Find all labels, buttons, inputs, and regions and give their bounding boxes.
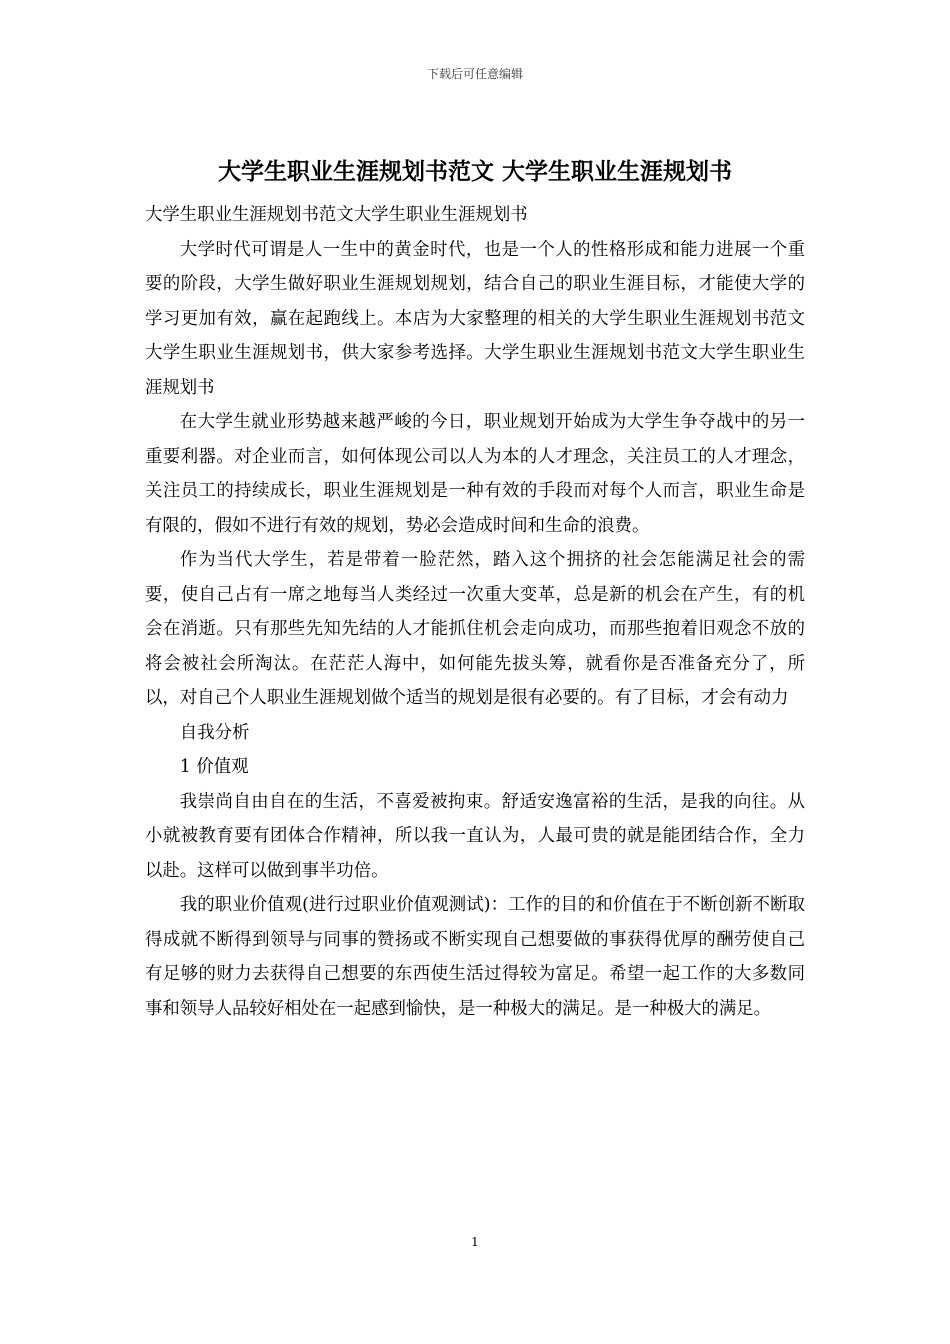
document-title: 大学生职业生涯规划书范文 大学生职业生涯规划书 <box>217 158 732 185</box>
page-number: 1 <box>471 1235 479 1249</box>
document-body <box>145 198 805 1026</box>
document-subtitle: 大学生职业生涯规划书范文大学生职业生涯规划书 <box>145 205 528 225</box>
paragraph-career-values: 我的职业价值观(进行过职业价值观测试)：工作的目的和价值在于不断创新不断取得成就不断得到领导与同事的赞扬或不断实现自己想要做的事获得优厚的酬劳使自己有足够的财力去获得自己想要的东西使生活过得较为富足。希望一起工作的大多数同事和领导人品较好相处在一起感到愉快，是一种极大的满足。是一种极大的满足。 <box>145 895 805 1019</box>
paragraph-intro: 大学时代可谓是人一生中的黄金时代，也是一个人的性格形成和能力进展一个重要的阶段，大学生做好职业生涯规划规划，结合自己的职业生涯目标，才能使大学的学习更加有效，赢在起跑线上。本店为大家整理的相关的大学生职业生涯规划书范文大学生职业生涯规划书，供大家参考选择。大学生职业生涯规划书范文大学生职业生涯规划书 <box>145 239 805 398</box>
paragraph-student-role: 作为当代大学生，若是带着一脸茫然，踏入这个拥挤的社会怎能满足社会的需要，使自己占有一席之地每当人类经过一次重大变革，总是新的机会在产生，有的机会在消逝。只有那些先知先结的人才能抓住机会走向成功，而那些抱着旧观念不放的将会被社会所淘汰。在茫茫人海中，如何能先拔头筹，就看你是否准备充分了，所以，对自己个人职业生涯规划做个适当的规划是很有必要的。有了目标，才会有动力 <box>145 550 805 708</box>
paragraph-employment: 在大学生就业形势越来越严峻的今日，职业规划开始成为大学生争夺战中的另一重要利器。对企业而言，如何体现公司以人为本的人才理念，关注员工的人才理念，关注员工的持续成长，职业生涯规划是一种有效的手段而对每个人而言，职业生命是有限的，假如不进行有效的规划，势必会造成时间和生命的浪费。 <box>145 412 805 536</box>
page-header: 下载后可任意编辑 <box>426 67 523 81</box>
section-heading-self-analysis: 自我分析 <box>179 722 250 743</box>
subsection-heading-values: 1 价值观 <box>179 757 249 777</box>
paragraph-lifestyle: 我崇尚自由自在的生活，不喜爱被拘束。舒适安逸富裕的生活，是我的向往。从小就被教育要有团体合作精神，所以我一直认为，人最可贵的就是能团结合作，全力以赴。这样可以做到事半功倍。 <box>145 791 805 881</box>
